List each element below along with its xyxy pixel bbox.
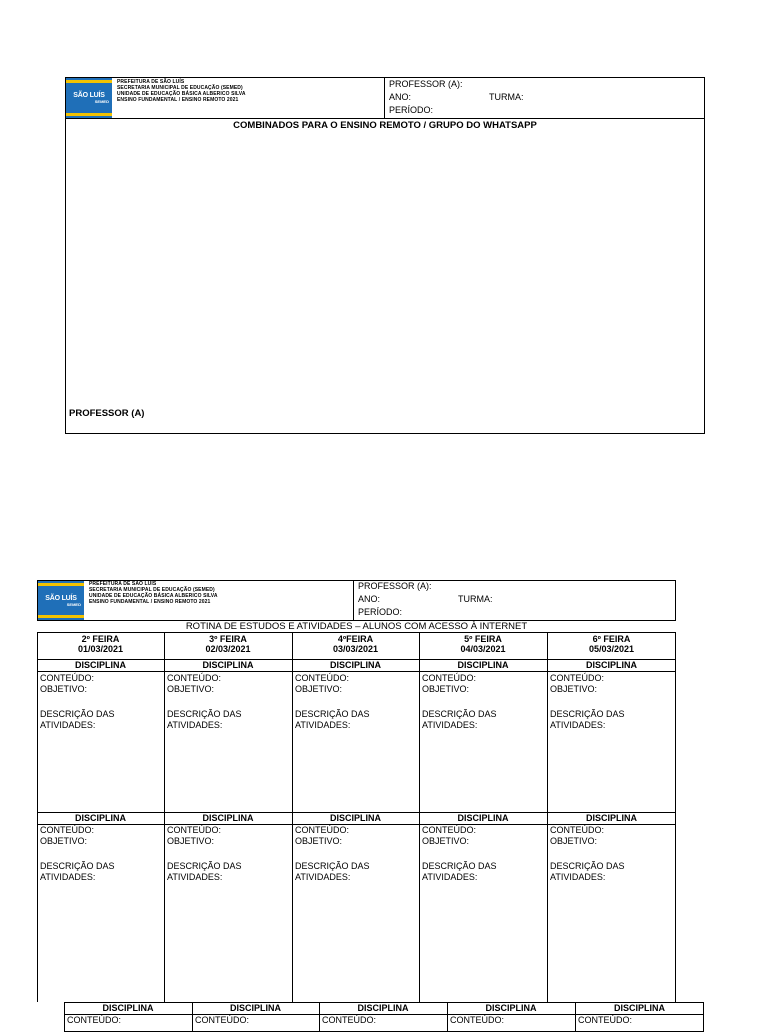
conteudo-label: CONTEÚDO: (167, 673, 221, 683)
page1-professor-field[interactable]: PROFESSOR (A): (389, 79, 463, 89)
page1-header-divider (65, 118, 705, 119)
objetivo-label: OBJETIVO: (40, 836, 88, 846)
objetivo-label: OBJETIVO: (40, 684, 88, 694)
objetivo-label: OBJETIVO: (550, 836, 598, 846)
atividades-label: ATIVIDADES: (422, 720, 478, 730)
activity-cell[interactable] (548, 825, 676, 883)
activity-cell[interactable] (165, 825, 292, 883)
page2-logo (38, 581, 84, 620)
objetivo-label: OBJETIVO: (295, 836, 343, 846)
conteudo-label: CONTEÚDO: (295, 673, 349, 683)
day-header-fri (547, 634, 676, 654)
day-header-thu (419, 634, 547, 654)
logo-sub: SEMED (66, 601, 81, 607)
page2-header-split (353, 580, 354, 621)
conteudo-label: CONTEÚDO: (422, 825, 476, 835)
page2-professor-field[interactable]: PROFESSOR (A): (358, 581, 432, 591)
disciplina-label: DISCIPLINA (329, 660, 381, 670)
logo-text: SÃO LUÍS (73, 92, 105, 99)
conteudo-label: CONTEÚDO: (422, 673, 476, 683)
atividades-label: ATIVIDADES: (295, 720, 351, 730)
conteudo-label: CONTEÚDO: (40, 825, 94, 835)
day-header-tue (164, 634, 292, 654)
page2-periodo-field[interactable]: PERÍODO: (358, 607, 403, 617)
conteudo-label: CONTEÚDO: (550, 825, 604, 835)
disciplina-label: DISCIPLINA (357, 1003, 409, 1013)
row-divider (37, 671, 676, 672)
activity-cell[interactable] (38, 673, 164, 731)
day-header-wed (292, 634, 419, 654)
conteudo-label[interactable]: CONTEÚDO: (578, 1015, 632, 1025)
day-name: 2º FEIRA (81, 634, 120, 644)
day-name: 4ºFEIRA (337, 634, 374, 644)
page1-signature: PROFESSOR (A) (69, 408, 145, 419)
institution-line: SECRETARIA MUNICIPAL DE EDUCAÇÃO (SEMED) (89, 587, 215, 593)
page2-turma-field[interactable]: TURMA: (458, 594, 493, 604)
descricao-label: DESCRIÇÃO DAS (550, 861, 625, 871)
atividades-label: ATIVIDADES: (550, 872, 606, 882)
page2-institution-block (89, 581, 218, 605)
conteudo-label: CONTEÚDO: (295, 825, 349, 835)
page1-periodo-field[interactable]: PERÍODO: (389, 105, 434, 115)
day-date: 01/03/2021 (77, 644, 124, 654)
institution-line: UNIDADE DE EDUCAÇÃO BÁSICA ALBERICO SILVA (117, 91, 246, 97)
institution-line: SECRETARIA MUNICIPAL DE EDUCAÇÃO (SEMED) (117, 85, 243, 91)
descricao-label: DESCRIÇÃO DAS (40, 861, 115, 871)
descricao-label: DESCRIÇÃO DAS (422, 709, 497, 719)
page1-institution-block (117, 79, 246, 103)
objetivo-label: OBJETIVO: (422, 684, 470, 694)
disciplina-label: DISCIPLINA (457, 660, 509, 670)
page1-title: COMBINADOS PARA O ENSINO REMOTO / GRUPO DO WHATSAPP (233, 120, 537, 131)
atividades-label: ATIVIDADES: (295, 872, 351, 882)
day-name: 3º FEIRA (209, 634, 247, 644)
page2-ano-field[interactable]: ANO: (358, 594, 381, 604)
page1-header-split (384, 77, 385, 118)
page1-turma-field[interactable]: TURMA: (489, 92, 524, 102)
disciplina-label: DISCIPLINA (202, 660, 254, 670)
page1-body[interactable] (66, 132, 704, 402)
day-date: 03/03/2021 (332, 644, 379, 654)
objetivo-label: OBJETIVO: (550, 684, 598, 694)
institution-line: PREFEITURA DE SÃO LUÍS (89, 581, 157, 587)
day-date: 02/03/2021 (205, 644, 251, 654)
descricao-label: DESCRIÇÃO DAS (40, 709, 115, 719)
disciplina-label: DISCIPLINA (74, 813, 126, 823)
objetivo-label: OBJETIVO: (422, 836, 470, 846)
day-date: 04/03/2021 (460, 644, 506, 654)
page1-logo (66, 78, 112, 118)
atividades-label: ATIVIDADES: (167, 872, 223, 882)
institution-line: UNIDADE DE EDUCAÇÃO BÁSICA ALBERICO SILVA (89, 593, 218, 599)
atividades-label: ATIVIDADES: (40, 720, 96, 730)
page1-ano-field[interactable]: ANO: (389, 92, 412, 102)
descricao-label: DESCRIÇÃO DAS (422, 861, 497, 871)
activity-cell[interactable] (165, 673, 292, 731)
institution-line: ENSINO FUNDAMENTAL / ENSINO REMOTO 2021 (117, 97, 239, 103)
activity-cell[interactable] (420, 825, 547, 883)
atividades-label: ATIVIDADES: (40, 872, 96, 882)
atividades-label: ATIVIDADES: (550, 720, 606, 730)
page2-title: ROTINA DE ESTUDOS E ATIVIDADES – ALUNOS COM ACESSO À INTERNET (185, 621, 528, 632)
descricao-label: DESCRIÇÃO DAS (295, 709, 370, 719)
disciplina-label: DISCIPLINA (202, 813, 254, 823)
disciplina-label: DISCIPLINA (585, 813, 637, 823)
day-date: 05/03/2021 (588, 644, 635, 654)
conteudo-label: CONTEÚDO: (167, 825, 221, 835)
disciplina-label: DISCIPLINA (229, 1003, 281, 1013)
disciplina-label: DISCIPLINA (457, 813, 509, 823)
institution-line: PREFEITURA DE SÃO LUÍS (117, 79, 185, 85)
atividades-label: ATIVIDADES: (422, 872, 478, 882)
day-header-mon (37, 634, 164, 654)
logo-text: SÃO LUÍS (45, 594, 77, 602)
disciplina-label: DISCIPLINA (102, 1003, 154, 1013)
logo-sub: SEMED (94, 99, 109, 104)
disciplina-label: DISCIPLINA (329, 813, 381, 823)
disciplina-label: DISCIPLINA (613, 1003, 665, 1013)
objetivo-label: OBJETIVO: (295, 684, 343, 694)
descricao-label: DESCRIÇÃO DAS (167, 861, 242, 871)
day-name: 6º FEIRA (592, 634, 631, 644)
descricao-label: DESCRIÇÃO DAS (295, 861, 370, 871)
conteudo-label[interactable]: CONTEÚDO: (67, 1015, 121, 1025)
objetivo-label: OBJETIVO: (167, 684, 215, 694)
activity-cell[interactable] (293, 825, 419, 883)
conteudo-label: CONTEÚDO: (550, 673, 604, 683)
disciplina-label: DISCIPLINA (485, 1003, 537, 1013)
conteudo-label[interactable]: CONTEÚDO: (195, 1015, 249, 1025)
conteudo-label[interactable]: CONTEÚDO: (322, 1015, 376, 1025)
disciplina-label: DISCIPLINA (74, 660, 126, 670)
disciplina-label: DISCIPLINA (585, 660, 637, 670)
activity-cell[interactable] (420, 673, 547, 731)
conteudo-label[interactable]: CONTEÚDO: (450, 1015, 504, 1025)
institution-line: ENSINO FUNDAMENTAL / ENSINO REMOTO 2021 (89, 599, 211, 605)
descricao-label: DESCRIÇÃO DAS (167, 709, 242, 719)
conteudo-label: CONTEÚDO: (40, 673, 94, 683)
activity-cell[interactable] (548, 673, 676, 731)
atividades-label: ATIVIDADES: (167, 720, 223, 730)
descricao-label: DESCRIÇÃO DAS (550, 709, 625, 719)
day-name: 5º FEIRA (464, 634, 502, 644)
objetivo-label: OBJETIVO: (167, 836, 215, 846)
activity-cell[interactable] (38, 825, 164, 883)
activity-cell[interactable] (293, 673, 419, 731)
